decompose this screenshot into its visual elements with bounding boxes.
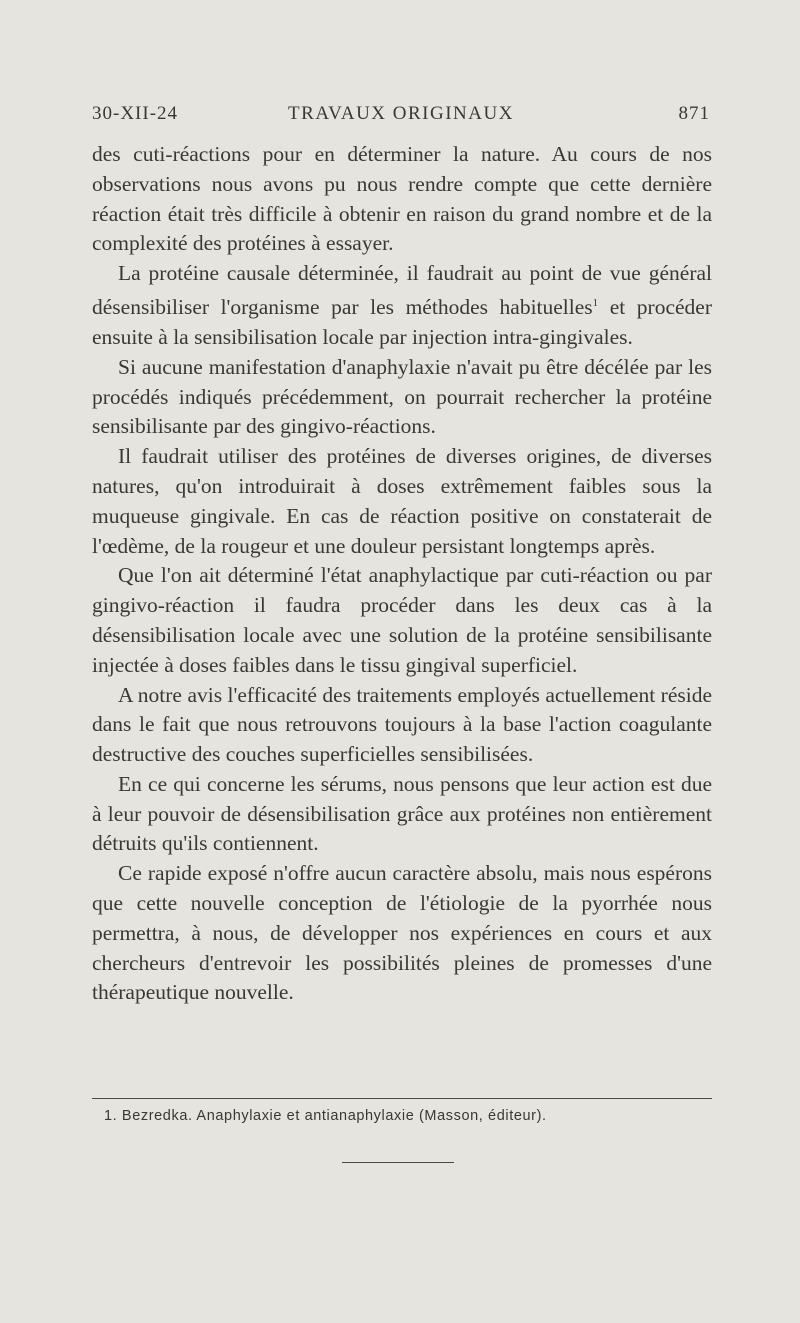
paragraph-text: La protéine causale déterminée, il faudrait au point de vue général désensibiliser l'organisme par les méthodes habituelles bbox=[92, 261, 712, 320]
running-header bbox=[92, 103, 710, 133]
paragraph-text: et procéder ensuite à la sensibilisation locale par injection intra-gingivales. bbox=[92, 295, 712, 349]
footnote-divider bbox=[92, 1098, 712, 1099]
paragraph: Ce rapide exposé n'offre aucun caractère absolu, mais nous espérons que cette nouvelle conception de l'étiologie de la pyorrhée nous permettra, à nous, de développer nos expériences en cours et aux chercheurs d'entrevoir les possibilités pleines de promesses d'une thérapeutique nouvelle. bbox=[92, 861, 712, 1005]
footnote: 1. Bezredka. Anaphylaxie et antianaphylaxie (Masson, éditeur). bbox=[104, 1108, 547, 1124]
header-date: 30-XII-24 bbox=[92, 103, 179, 124]
paragraph bbox=[92, 259, 712, 353]
footnote-mark: 1 bbox=[592, 296, 599, 309]
paragraph: Il faudrait utiliser des protéines de diverses origines, de diverses natures, qu'on introduirait à doses extrêmement faibles sous la muqueuse gingivale. En cas de réaction positive on constaterait de l'œdème, de la rougeur et une douleur persistant longtemps après. bbox=[92, 444, 712, 558]
paragraph: Que l'on ait déterminé l'état anaphylactique par cuti-réaction ou par gingivo-réaction il faudra procéder dans les deux cas à la désensibilisation locale avec une solution de la protéine sensibilisante injectée à doses faibles dans le tissu gingival superficiel. bbox=[92, 563, 712, 677]
paragraph: A notre avis l'efficacité des traitements employés actuellement réside dans le fait que nous retrouvons toujours à la base l'action coagulante destructive des couches superficielles sensibilisées. bbox=[92, 682, 712, 767]
body-text bbox=[92, 140, 712, 1008]
paragraph: Si aucune manifestation d'anaphylaxie n'avait pu être décélée par les procédés indiqués précédemment, on pourrait rechercher la protéine sensibilisante par des gingivo-réactions. bbox=[92, 354, 712, 439]
paragraph: En ce qui concerne les sérums, nous pensons que leur action est due à leur pouvoir de désensibilisation grâce aux protéines non entièrement détruits qu'ils contiennent. bbox=[92, 771, 712, 856]
page-number: 871 bbox=[678, 103, 710, 124]
end-rule bbox=[342, 1162, 454, 1163]
paragraph: des cuti-réactions pour en déterminer la nature. Au cours de nos observations nous avons pu nous rendre compte que cette dernière réaction était très difficile à obtenir en raison du grand nombre et de la complexité des protéines à essayer. bbox=[92, 142, 712, 256]
header-title: TRAVAUX ORIGINAUX bbox=[288, 103, 514, 124]
